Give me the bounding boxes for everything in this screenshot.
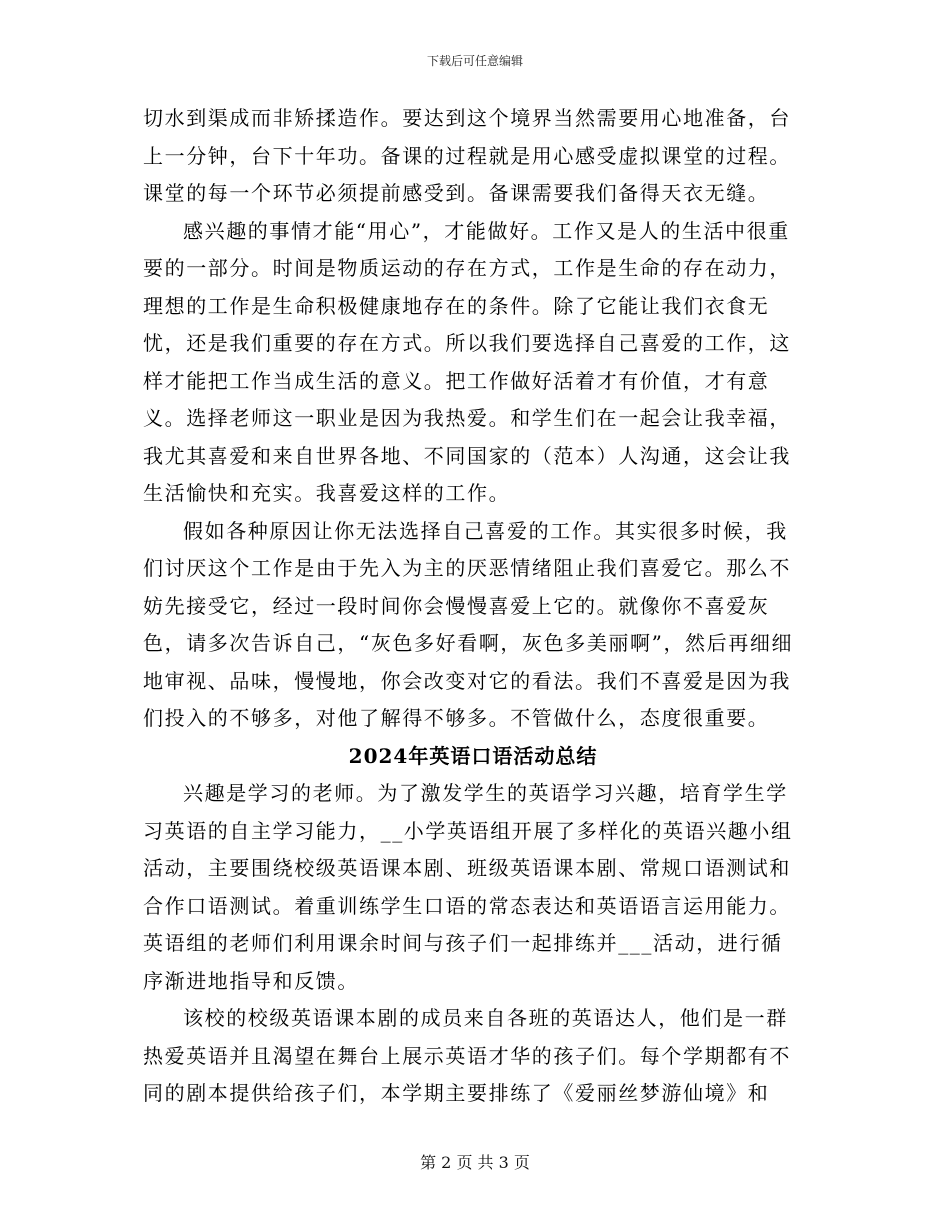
paragraph-continuation: 切水到渠成而非矫揉造作。要达到这个境界当然需要用心地准备，台上一分钟，台下十年功。备课的过程就是用心感受虚拟课堂的过程。课堂的每一个环节必须提前感受到。备课需要我们备得天衣无缝。	[143, 106, 791, 205]
paragraph-drama: 该校的校级英语课本剧的成员来自各班的英语达人，他们是一群热爱英语并且渴望在舞台上展示英语才华的孩子们。每个学期都有不同的剧本提供给孩子们，本学期主要排练了《爱丽丝梦游仙境》和	[143, 1006, 791, 1105]
document-body	[143, 100, 803, 1113]
paragraph-interest: 感兴趣的事情才能“用心”，才能做好。工作又是人的生活中很重要的一部分。时间是物质运动的存在方式，工作是生命的存在动力，理想的工作是生命积极健康地存在的条件。除了它能让我们衣食无忧，还是我们重要的存在方式。所以我们要选择自己喜爱的工作，这样才能把工作当成生活的意义。把工作做好活着才有价值，才有意义。选择老师这一职业是因为我热爱。和学生们在一起会让我幸福，我尤其喜爱和来自世界各地、不同国家的（范本）人沟通，这会让我生活愉快和充实。我喜爱这样的工作。	[143, 218, 791, 505]
paragraph-attitude: 假如各种原因让你无法选择自己喜爱的工作。其实很多时候，我们讨厌这个工作是由于先入为主的厌恶情绪阻止我们喜爱它。那么不妨先接受它，经过一段时间你会慢慢喜爱上它的。就像你不喜爱灰色，请多次告诉自己，“灰色多好看啊，灰色多美丽啊”，然后再细细地审视、品味，慢慢地，你会改变对它的看法。我们不喜爱是因为我们投入的不够多，对他了解得不够多。不管做什么，态度很重要。	[143, 518, 794, 730]
paragraph-activities: 兴趣是学习的老师。为了激发学生的英语学习兴趣，培育学生学习英语的自主学习能力，__小学英语组开展了多样化的英语兴趣小组活动，主要围绕校级英语课本剧、班级英语课本剧、常规口语测试和合作口语测试。着重训练学生口语的常态表达和英语语言运用能力。英语组的老师们利用课余时间与孩子们一起排练并___活动，进行循序渐进地指导和反馈。	[143, 781, 793, 993]
section-title: 2024年英语口语活动总结	[348, 743, 598, 768]
page-footer: 第 2 页 共 3 页	[420, 1153, 530, 1172]
page-header: 下载后可任意编辑	[426, 54, 523, 68]
